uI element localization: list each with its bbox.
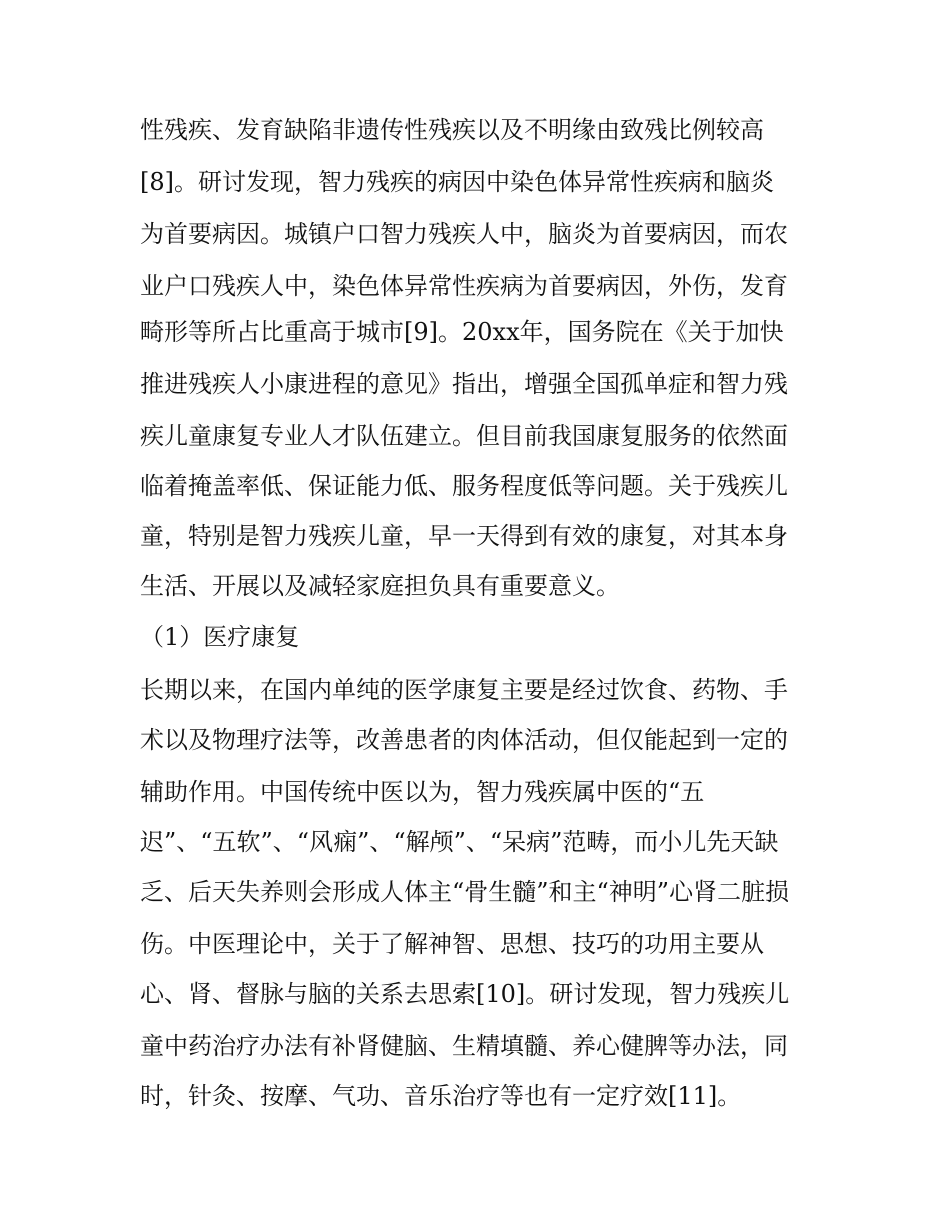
- paragraph-line: 疾儿童康复专业人才队伍建立。但目前我国康复服务的依然面: [140, 422, 788, 450]
- paragraph-line: 性残疾、发育缺陷非遗传性残疾以及不明缘由致残比例较高: [140, 116, 764, 144]
- paragraph-line: 临着掩盖率低、保证能力低、服务程度低等问题。关于残疾儿: [140, 472, 788, 500]
- paragraph-line: 术以及物理疗法等，改善患者的肉体活动，但仅能起到一定的: [140, 726, 788, 754]
- paragraph-line: [8]。研讨发现，智力残疾的病因中染色体异常性疾病和脑炎: [140, 168, 774, 196]
- paragraph-line: 童中药治疗办法有补肾健脑、生精填髓、养心健脾等办法，同: [140, 1032, 788, 1060]
- paragraph-line: 生活、开展以及减轻家庭担负具有重要意义。: [140, 572, 620, 600]
- paragraph-line: 业户口残疾人中，染色体异常性疾病为首要病因，外伤，发育: [140, 272, 788, 300]
- paragraph-line: 迟”、“五软”、“风痫”、“解颅”、“呆病”范畴，而小儿先天缺: [140, 828, 779, 856]
- paragraph-line: 畸形等所占比重高于城市[9]。20xx年，国务院在《关于加快: [140, 318, 784, 346]
- paragraph-line: 辅助作用。中国传统中医以为，智力残疾属中医的“五: [140, 778, 705, 806]
- section-heading: （1）医疗康复: [140, 623, 300, 651]
- paragraph-line: 为首要病因。城镇户口智力残疾人中，脑炎为首要病因，而农: [140, 220, 788, 248]
- paragraph-line: 时，针灸、按摩、气功、音乐治疗等也有一定疗效[11]。: [140, 1082, 742, 1110]
- paragraph-line: 童，特别是智力残疾儿童，早一天得到有效的康复，对其本身: [140, 522, 788, 550]
- paragraph-line: 乏、后天失养则会形成人体主“骨生髓”和主“神明”心肾二脏损: [140, 878, 790, 906]
- paragraph-line: 推进残疾人小康进程的意见》指出，增强全国孤单症和智力残: [140, 370, 788, 398]
- paragraph-line: 伤。中医理论中，关于了解神智、思想、技巧的功用主要从: [140, 930, 764, 958]
- paragraph-line: 心、肾、督脉与脑的关系去思索[10]。研讨发现，智力残疾儿: [140, 980, 790, 1008]
- paragraph-line: 长期以来，在国内单纯的医学康复主要是经过饮食、药物、手: [140, 676, 788, 704]
